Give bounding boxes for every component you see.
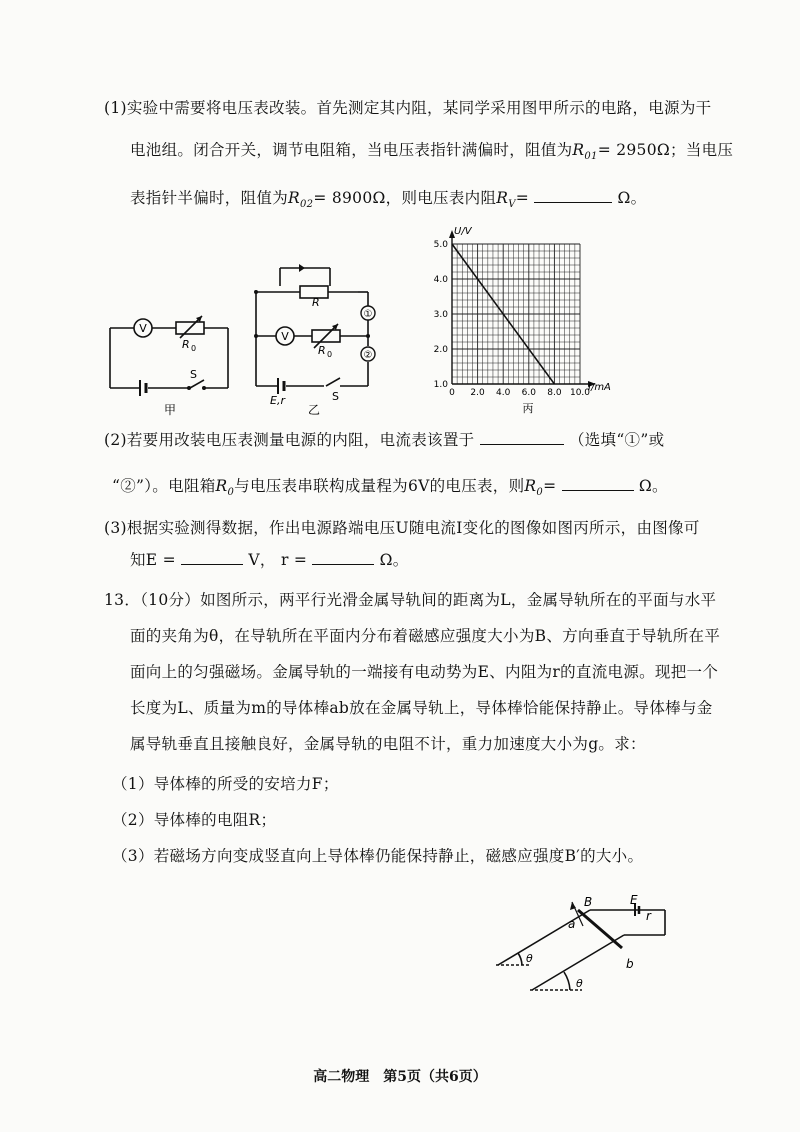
rod-end-a: a xyxy=(568,917,576,931)
answer-blank-r[interactable] xyxy=(312,550,374,565)
angle-theta-1: θ xyxy=(526,952,533,965)
q12-p1-line2-text: 电池组。闭合开关，调节电阻箱，当电压表指针满偏时，阻值为 xyxy=(130,141,573,159)
yi-source-label: E,r xyxy=(270,394,285,407)
symbol-r01: $R_{01}$ xyxy=(572,141,598,163)
q12-p2-line2 xyxy=(112,474,668,498)
q12-p2-line1-text: (2)若要用改装电压表测量电源的内阻，电流表该置于 xyxy=(104,431,475,449)
y-tick-label: 3.0 xyxy=(433,310,448,320)
x-tick-label: 4.0 xyxy=(496,388,511,398)
q13-sub3: （3）若磁场方向变成竖直向上导体棒仍能保持静止，磁感应强度B′的大小。 xyxy=(112,847,644,865)
q12-p1-line3-value: = 8900Ω，则电压表内阻 xyxy=(313,189,497,207)
equals-sign: = xyxy=(515,189,530,207)
circuit-figure-jia xyxy=(100,300,240,420)
jia-voltmeter-label: V xyxy=(139,322,147,335)
yi-rheostat-label: R xyxy=(312,296,320,309)
q12-p2-line1 xyxy=(104,428,664,450)
q12-p2-line2-text: “②”）。电阻箱 xyxy=(112,477,216,495)
angle-theta-2: θ xyxy=(576,977,583,990)
yi-pos2-label: ② xyxy=(363,350,373,361)
jia-rheo-label: R xyxy=(182,338,190,351)
unit-ohm: Ω。 xyxy=(638,477,668,495)
symbol-r0-2: $R_0$ xyxy=(524,477,544,499)
answer-blank-emf[interactable] xyxy=(181,550,243,565)
symbol-r0: $R_0$ xyxy=(215,477,235,499)
q13-sub1: （1）导体棒的所受的安培力F； xyxy=(112,775,339,793)
source-e-label: E xyxy=(630,893,638,907)
q13-line4: 长度为L、质量为m的导体棒ab放在金属导轨上，导体棒恰能保持静止。导体棒与金 xyxy=(130,699,713,717)
y-tick-label: 4.0 xyxy=(433,275,448,285)
x-tick-label: 8.0 xyxy=(547,388,562,398)
x-tick-label: 2.0 xyxy=(470,388,485,398)
page-footer: 高二物理 第5页（共6页） xyxy=(313,1069,487,1085)
answer-blank-ammeter-position[interactable] xyxy=(480,430,564,445)
q13-sub2: （2）导体棒的电阻R； xyxy=(112,811,277,829)
unit-ohm: Ω。 xyxy=(617,189,647,207)
ui-graph-bing xyxy=(420,222,620,422)
yi-voltmeter-label: V xyxy=(281,330,289,343)
q13-line5: 属导轨垂直且接触良好，金属导轨的电阻不计，重力加速度大小为g。求： xyxy=(130,735,646,753)
yi-rheo-sub: 0 xyxy=(327,350,333,359)
q12-p2-line1-choice: （选填“①”或 xyxy=(568,431,665,449)
circuit-figure-yi xyxy=(248,258,388,418)
unit-ohm: Ω。 xyxy=(379,551,409,569)
answer-blank-r0[interactable] xyxy=(562,476,634,491)
q12-p3-line2 xyxy=(130,548,409,570)
y-tick-label: 2.0 xyxy=(433,345,448,355)
rod-end-b: b xyxy=(626,957,634,971)
jia-switch-label: S xyxy=(190,368,197,381)
x-tick-label: 6.0 xyxy=(521,388,536,398)
caption-bing: 丙 xyxy=(522,402,534,415)
equals-sign: = xyxy=(543,477,557,495)
q12-p1-line2-value: = 2950Ω；当电压 xyxy=(597,141,734,159)
q12-p1-line3-text: 表指针半偏时，阻值为 xyxy=(130,189,289,207)
source-r-label: r xyxy=(646,909,651,923)
yi-rheo-label: R xyxy=(318,344,326,357)
chart-y-label: U/V xyxy=(454,226,472,237)
yi-switch-label: S xyxy=(332,390,339,403)
q13-line1: 13．（10分）如图所示，两平行光滑金属导轨间的距离为L，金属导轨所在的平面与水平 xyxy=(104,591,717,609)
q12-p3-r-label: r = xyxy=(280,551,308,569)
q12-p2-line2-text2: 与电压表串联构成量程为6V的电压表，则 xyxy=(234,477,525,495)
symbol-rv: $R_V$ xyxy=(496,189,516,211)
x-tick-label: 10.0 xyxy=(569,388,591,398)
unit-volt: V， xyxy=(248,551,276,569)
chart-x-label: I/mA xyxy=(588,382,611,393)
yi-pos1-label: ① xyxy=(363,309,373,320)
q12-p1-line1: (1)实验中需要将电压表改装。首先测定其内阻，某同学采用图甲所示的电路，电源为干 xyxy=(104,99,712,117)
field-b-label: B xyxy=(584,895,593,909)
q13-line2: 面的夹角为θ，在导轨所在平面内分布着磁感应强度大小为B、方向垂直于导轨所在平 xyxy=(130,627,721,645)
y-tick-label: 1.0 xyxy=(433,380,448,390)
caption-jia: 甲 xyxy=(164,403,177,417)
x-tick-label: 0 xyxy=(449,388,455,398)
q13-line3: 面向上的匀强磁场。金属导轨的一端接有电动势为E、内阻为r的直流电源。现把一个 xyxy=(130,663,719,681)
chart-axes xyxy=(449,230,596,387)
q12-p3-e-label: 知E = xyxy=(130,551,176,569)
q12-p3-line1: (3)根据实验测得数据，作出电源路端电压U随电流I变化的图像如图丙所示，由图像可 xyxy=(104,519,700,537)
incline-rails-figure xyxy=(490,890,680,1000)
caption-yi: 乙 xyxy=(308,403,321,417)
y-tick-label: 5.0 xyxy=(433,240,448,250)
answer-blank-rv[interactable] xyxy=(534,188,612,203)
jia-rheo-sub: 0 xyxy=(191,344,197,353)
symbol-r02: $R_{02}$ xyxy=(288,189,314,211)
q12-p1-line3 xyxy=(130,186,646,210)
chart-grid xyxy=(452,244,580,384)
q12-p1-line2 xyxy=(130,138,733,162)
